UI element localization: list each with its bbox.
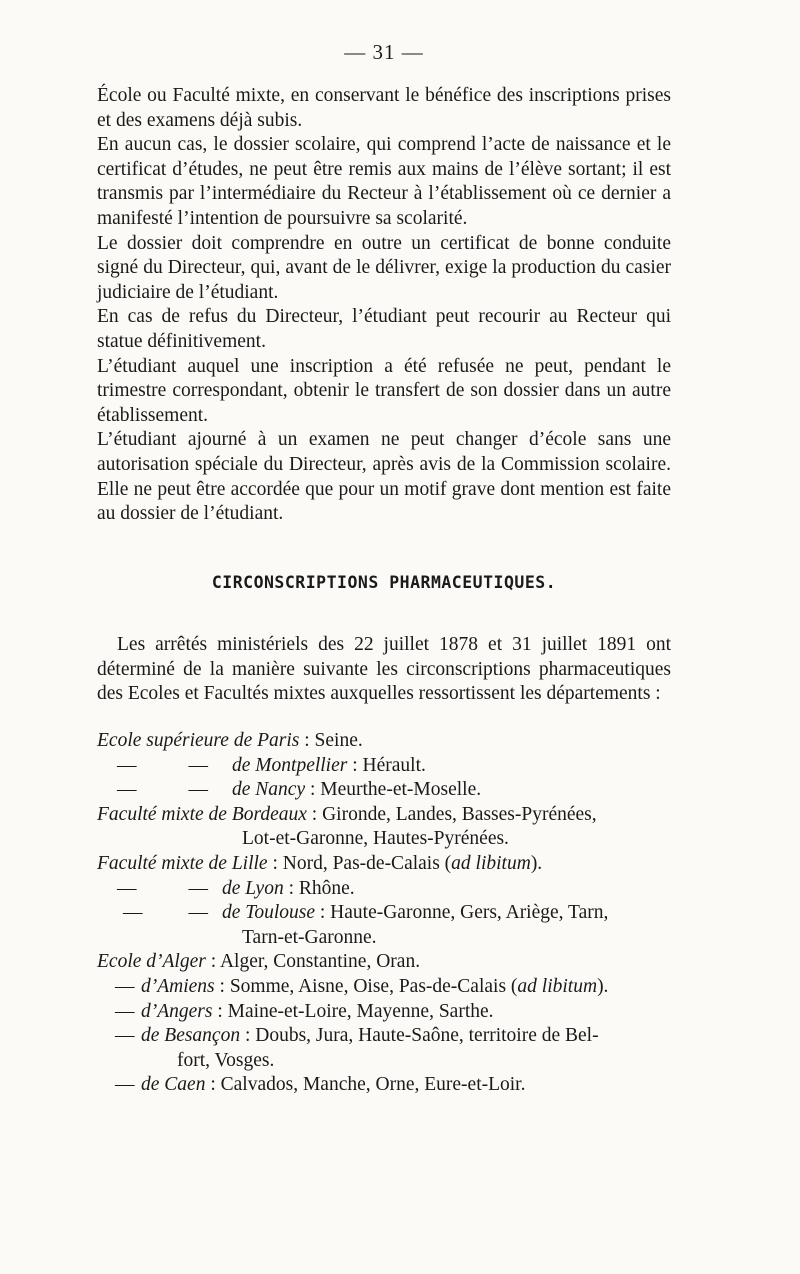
departments: Rhône. [298, 877, 355, 899]
ditto-dash: — [188, 877, 208, 899]
ad-libitum: ad libitum [517, 976, 598, 997]
entry-toulouse: — — de Toulouse : Haute-Garonne, Gers, Ariège, Tarn, [123, 902, 609, 924]
school-name: de Besançon [141, 1025, 241, 1047]
ditto-dash: — [188, 754, 208, 776]
ditto-dash: — [117, 754, 137, 776]
departments: Meurthe-et-Moselle. [320, 779, 482, 801]
entry-caen: — de Caen : Calvados, Manche, Orne, Eure-et-Loir. [97, 1073, 671, 1098]
ditto-dash: — [123, 902, 143, 924]
departments: Gironde, Landes, Basses-Pyrénées, [322, 803, 597, 825]
ditto-dash: — [188, 902, 208, 924]
ditto-dash: — [115, 976, 135, 997]
school-name: d’Angers [141, 1000, 213, 1022]
entry-paris: Ecole supérieure de Paris : Seine. [97, 730, 363, 752]
departments: Somme, Aisne, Oise, Pas-de-Calais ( [229, 976, 518, 997]
entry-amiens: — d’Amiens : Somme, Aisne, Oise, Pas-de-Calais (ad libitum). [97, 975, 671, 1000]
circonscriptions-list [97, 729, 671, 1098]
departments: Maine-et-Loire, Mayenne, Sarthe. [227, 1000, 494, 1022]
page-number: — 31 — [344, 40, 424, 64]
ditto-dash: — [115, 1000, 135, 1022]
ditto-dash: — [117, 877, 137, 899]
ditto-dash: — [188, 779, 208, 801]
departments: Doubs, Jura, Haute-Saône, territoire de Bel- [255, 1025, 599, 1047]
paragraph-2: En aucun cas, le dossier scolaire, qui comprend l’acte de naissance et le certificat d’études, ne peut être remis aux mains de l’élève sortant; il est transmis par l’intermédiaire du Recteur à l’établissement où ce dernier a manifesté l’intention de poursuivre sa scolarité. [97, 134, 671, 229]
entry-bordeaux-continued: Lot-et-Garonne, Hautes-Pyrénées. [242, 828, 509, 850]
entry-angers: — d’Angers : Maine-et-Loire, Mayenne, Sarthe. [97, 1000, 671, 1025]
school-name: Faculté mixte de Lille [97, 853, 268, 875]
departments: Calvados, Manche, Orne, Eure-et-Loir. [220, 1074, 526, 1096]
school-name: d’Amiens [141, 976, 215, 997]
paragraph-1: École ou Faculté mixte, en conservant le bénéfice des inscriptions prises et des examens déjà subis. [97, 85, 671, 131]
school-name: de Montpellier [232, 754, 348, 776]
ad-libitum: ad libitum [451, 853, 531, 875]
entry-besancon-continued: fort, Vosges. [177, 1049, 275, 1071]
entry-besancon: — de Besançon : Doubs, Jura, Haute-Saône, territoire de Bel- [97, 1024, 671, 1049]
entry-montpellier: — — de Montpellier : Hérault. [117, 754, 426, 776]
paragraph-4: En cas de refus du Directeur, l’étudiant peut recourir au Recteur qui statue définitivement. [97, 306, 671, 352]
school-name: Ecole d’Alger [97, 951, 206, 973]
entry-alger: Ecole d’Alger : Alger, Constantine, Oran. [97, 951, 421, 973]
page-body [97, 84, 671, 1098]
paragraph-5: L’étudiant auquel une inscription a été refusée ne peut, pendant le trimestre correspondant, obtenir le transfert de son dossier dans un autre établissement. [97, 355, 671, 426]
section-heading: CIRCONSCRIPTIONS PHARMACEUTIQUES. [211, 572, 557, 592]
ditto-dash: — [117, 779, 137, 801]
departments: Alger, Constantine, Oran. [219, 951, 421, 973]
departments: Haute-Garonne, Gers, Ariège, Tarn, [330, 902, 609, 924]
entry-lille: Faculté mixte de Lille : Nord, Pas-de-Calais (ad libitum). [97, 853, 543, 875]
entry-nancy: — — de Nancy : Meurthe-et-Moselle. [117, 779, 482, 801]
departments: Seine. [314, 730, 363, 752]
entry-lyon: — — de Lyon : Rhône. [117, 877, 355, 899]
departments: Nord, Pas-de-Calais ( [282, 853, 452, 875]
departments: Hérault. [362, 754, 426, 776]
paragraph-6: L’étudiant ajourné à un examen ne peut changer d’école sans une autorisation spéciale du Directeur, après avis de la Commission scolaire. Elle ne peut être accordée que pour un motif grave dont mention est faite au dossier de l’étudiant. [97, 429, 671, 525]
intro-paragraph: Les arrêtés ministériels des 22 juillet 1878 et 31 juillet 1891 ont déterminé de la manière suivante les circonscriptions pharmaceutiques des Ecoles et Facultés mixtes auxquelles ressortissent les départements : [97, 634, 671, 705]
ditto-dash: — [115, 1074, 135, 1096]
school-name: de Toulouse [222, 902, 315, 924]
school-name: de Nancy [232, 779, 306, 801]
school-name: Faculté mixte de Bordeaux [97, 803, 307, 825]
entry-bordeaux: Faculté mixte de Bordeaux : Gironde, Landes, Basses-Pyrénées, [97, 803, 597, 825]
entry-toulouse-continued: Tarn-et-Garonne. [242, 926, 377, 948]
school-name: Ecole supérieure de Paris [97, 730, 300, 752]
ditto-dash: — [115, 1025, 135, 1047]
school-name: de Caen [141, 1074, 206, 1096]
paragraph-3: Le dossier doit comprendre en outre un certificat de bonne conduite signé du Directeur, qui, avant de le délivrer, exige la production du casier judiciaire de l’étudiant. [97, 232, 671, 303]
school-name: de Lyon [222, 877, 284, 899]
